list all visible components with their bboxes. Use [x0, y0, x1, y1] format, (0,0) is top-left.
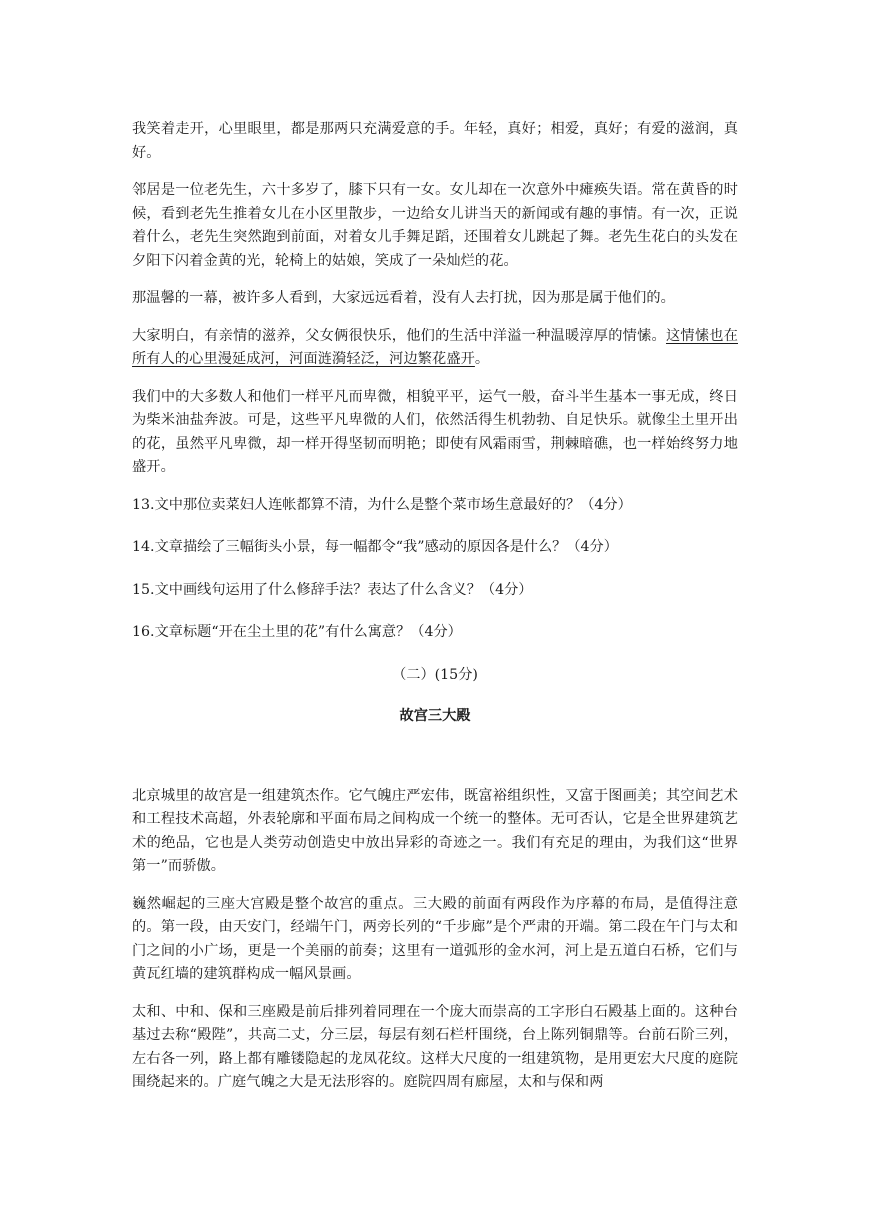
- question-13: 13.文中那位卖菜妇人连帐都算不清，为什么是整个菜市场生意最好的？（4分）: [132, 496, 632, 513]
- article-paragraph-3: 太和、中和、保和三座殿是前后排列着同理在一个庞大而崇高的工字形白石殿基上面的。这种台基过去称“殿陛”，共高二丈，分三层，每层有刻石栏杆围绕，台上陈列铜鼎等。台前石阶三列，左右各一列，路上都有雕镂隐起的龙凤花纹。这样大尺度的一组建筑物，是用更宏大尺度的庭院围绕起来的。广庭气魄之大是无法形容的。庭院四周有廊屋，太和与保和两: [132, 1003, 738, 1090]
- paragraph-affection: [132, 325, 738, 372]
- question-14: 14.文章描绘了三幅街头小景，每一幅都令“我”感动的原因各是什么？（4分）: [132, 539, 618, 555]
- article-title: 故宫三大殿: [399, 708, 471, 724]
- section-heading: （二）(15分): [392, 666, 478, 683]
- affection-text: 大家明白，有亲情的滋养，父女俩很快乐，他们的生活中洋溢一种温暖淳厚的情愫。: [132, 327, 666, 344]
- affection-end: 。: [474, 351, 490, 367]
- article-paragraph-1: 北京城里的故宫是一组建筑杰作。它气魄庄严宏伟，既富裕组织性，又富于图画美；其空间艺术和工程技术高超，外表轮廓和平面布局之间构成一个统一的整体。无可否认，它是全世界建筑艺术的绝品，它也是人类劳动创造史中放出异彩的奇迹之一。我们有充足的理由，为我们这“世界第一”而骄傲。: [132, 787, 738, 874]
- underlined-sentence: 这情愫也在所有人的心里漫延成河，河面涟漪轻泛，河边繁花盛开: [132, 327, 738, 367]
- paragraph-ordinary-people: 我们中的大多数人和他们一样平凡而卑微，相貌平平，运气一般，奋斗半生基本一事无成，终日为柴米油盐奔波。可是，这些平凡卑微的人们，依然活得生机勃勃、自足快乐。就像尘土里开出的花，虽然平凡卑微，却一样开得坚韧而明艳；即使有风霜雨雪，荆棘暗礁，也一样始终努力地盛开。: [132, 388, 738, 475]
- paragraph-neighbor: 邻居是一位老先生，六十多岁了，膝下只有一女。女儿却在一次意外中瘫痪失语。常在黄昏的时候，看到老先生推着女儿在小区里散步，一边给女儿讲当天的新闻或有趣的事情。有一次，正说着什么，老先生突然跑到前面，对着女儿手舞足蹈，还围着女儿跳起了舞。老先生花白的头发在夕阳下闪着金黄的光，轮椅上的姑娘，笑成了一朵灿烂的花。: [132, 182, 738, 269]
- article-paragraph-2: 巍然崛起的三座大宫殿是整个故宫的重点。三大殿的前面有两段作为序幕的布局，是值得注意的。第一段，由天安门，经端午门，两旁长列的“千步廊”是个严肃的开端。第二段在午门与太和门之间的小广场，更是一个美丽的前奏；这里有一道弧形的金水河，河上是五道白石桥，它们与黄瓦红墙的建筑群构成一幅风景画。: [132, 895, 738, 982]
- paragraph-warm-scene: 那温馨的一幕，被许多人看到，大家远远看着，没有人去打扰，因为那是属于他们的。: [132, 290, 675, 306]
- paragraph-hands: 我笑着走开，心里眼里，都是那两只充满爱意的手。年轻，真好；相爱，真好；有爱的滋润，真好。: [132, 121, 738, 161]
- question-16: 16.文章标题“开在尘土里的花”有什么寓意？（4分）: [132, 624, 462, 640]
- question-15: 15.文中画线句运用了什么修辞手法？表达了什么含义？（4分）: [132, 581, 533, 598]
- document-page: [132, 118, 738, 1109]
